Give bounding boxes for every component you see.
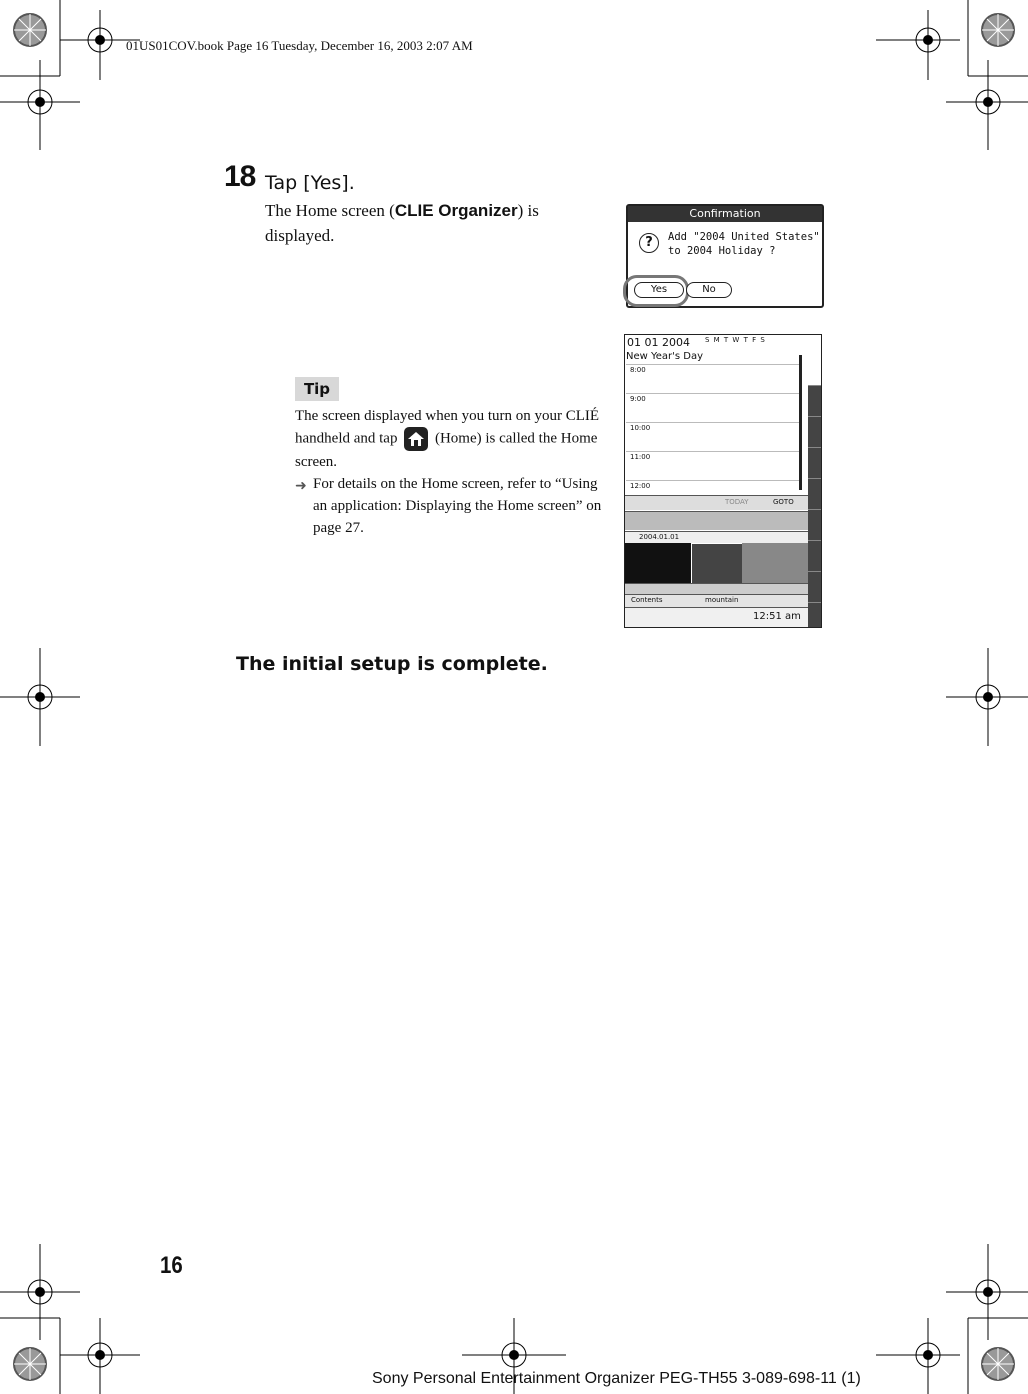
yes-button[interactable]: Yes	[634, 282, 684, 298]
contents-bar	[625, 594, 808, 607]
tip-reference: ➜ For details on the Home screen, refer to “Using an application: Displaying the Home screen” on page 27.	[295, 476, 602, 536]
side-tab	[808, 479, 821, 510]
hour-row: 8:00	[626, 364, 802, 394]
mountain-label: mountain	[705, 596, 739, 604]
photo-date: 2004.01.01	[639, 533, 680, 541]
hour-row: 12:00	[626, 480, 802, 510]
home-icon	[404, 427, 428, 451]
side-tab	[808, 572, 821, 603]
photo-strip	[625, 543, 691, 583]
dialog-message: Add "2004 United States" to 2004 Holiday ?	[668, 231, 820, 257]
side-tab	[808, 335, 821, 386]
scroll-strip	[625, 583, 808, 594]
hour-row: 11:00	[626, 451, 802, 481]
side-tab	[808, 448, 821, 479]
side-tab	[808, 510, 821, 541]
side-tab	[808, 386, 821, 417]
tip-text: The screen displayed when you turn on your CLIÉ handheld and tap (Home) is called the Home screen.	[295, 408, 600, 470]
tip-label: Tip	[295, 377, 339, 401]
question-icon: ?	[639, 233, 659, 253]
tip-body	[295, 405, 613, 539]
today-button: TODAY	[725, 498, 749, 506]
book-info-header: 01US01COV.book Page 16 Tuesday, December 16, 2003 2:07 AM	[126, 38, 473, 53]
step-title: Tap [Yes].	[265, 172, 355, 194]
device-date: 01 01 2004	[627, 336, 690, 349]
completion-message: The initial setup is complete.	[236, 653, 548, 675]
application-tabs	[808, 335, 821, 627]
photo-thumb	[742, 543, 808, 583]
hour-row: 9:00	[626, 393, 802, 423]
home-screen-screenshot	[624, 334, 822, 628]
device-weekdays: S M T W T F S	[705, 336, 766, 344]
step-body-pre: The Home screen (	[265, 201, 395, 220]
dialog-title: Confirmation	[628, 206, 822, 222]
step-body-post: ) is displayed.	[265, 201, 539, 245]
status-bar	[625, 607, 821, 628]
contents-label: Contents	[631, 596, 663, 604]
goto-button: GOTO	[773, 498, 794, 506]
footer: Sony Personal Entertainment Organizer PEG-TH55 3-089-698-11 (1)	[372, 1370, 861, 1387]
step-number: 18	[224, 160, 256, 193]
device-clock: 12:51 am	[753, 611, 801, 622]
no-button[interactable]: No	[686, 282, 732, 298]
hour-row: 10:00	[626, 422, 802, 452]
photo-thumb	[691, 543, 743, 585]
device-holiday: New Year's Day	[626, 351, 704, 362]
page-number: 16	[160, 1252, 183, 1279]
side-tab	[808, 541, 821, 572]
arrow-icon: ➜	[295, 479, 307, 494]
side-tab	[808, 417, 821, 448]
app-name: CLIE Organizer	[394, 201, 518, 220]
tool-strip	[625, 511, 808, 530]
confirmation-dialog	[626, 204, 824, 308]
step-body	[265, 198, 585, 248]
scrollbar	[799, 355, 802, 490]
toolbar	[625, 495, 808, 510]
